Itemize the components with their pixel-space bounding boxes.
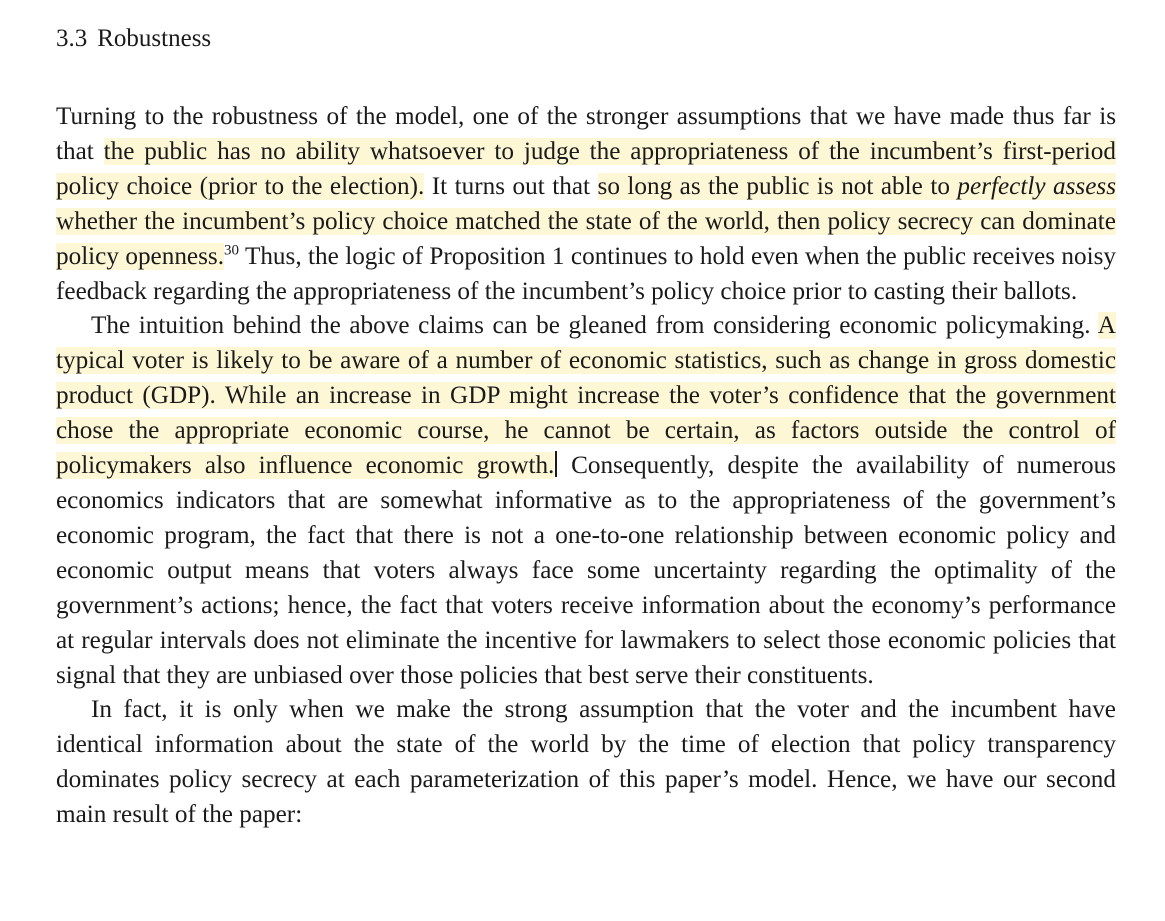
- highlight-2-part-c: whether the incumbent’s policy choice matched the state of the world, then policy secrecy can dominate policy openness.: [56, 207, 1116, 270]
- p2-text-2: Consequently, despite the availability of numerous economics indicators that are somewhat informative as to the appropriateness of the government’s economic program, the fact that there is not a one-to-one relationship between economic policy and economic output means that voters always face some uncertainty regarding the optimality of the government’s actions; hence, the fact that voters receive information about the economy’s performance at regular intervals does not eliminate the incentive for lawmakers to select those economic policies that signal that they are unbiased over those policies that best serve their constituents.: [56, 452, 1117, 689]
- paragraph-1: [56, 100, 1116, 309]
- footnote-marker[interactable]: 30: [224, 242, 239, 259]
- paragraph-3: [56, 693, 1116, 833]
- p2-text-1: The intuition behind the above claims can be gleaned from considering economic policymaking.: [91, 312, 1098, 340]
- highlight-1[interactable]: the public has no ability whatsoever to judge the appropriateness of the incumbent’s first-period policy choice (prior to the election).: [56, 137, 1116, 200]
- emphasis-perfectly-assess: perfectly assess: [957, 172, 1117, 200]
- p1-text-3: Thus, the logic of Proposition 1 continues to hold even when the public receives noisy feedback regarding the appropriateness of the incumbent’s policy choice prior to casting their ballots.: [56, 242, 1116, 305]
- text-cursor: [555, 451, 557, 477]
- paragraph-2: [56, 309, 1116, 693]
- p1-text-2: It turns out that: [424, 172, 598, 200]
- p1-text-1: Turning to the robustness of the model, one of the stronger assumptions that we have made thus far is that: [56, 103, 1116, 165]
- p3-text: In fact, it is only when we make the strong assumption that the voter and the incumbent have identical information about the state of the world by the time of election that policy transparency dominates policy secrecy at each parameterization of this paper’s model. Hence, we have our second main result of the paper:: [56, 696, 1116, 829]
- highlight-2-part-a: so long as the public is not able to: [597, 172, 958, 200]
- section-heading: [56, 22, 1116, 56]
- document-page: [56, 22, 1116, 833]
- section-number: 3.3: [56, 25, 88, 52]
- highlight-3[interactable]: A typical voter is likely to be aware of a number of economic statistics, such as change in gross domestic product (GDP). While an increase in GDP might increase the voter’s confidence that the government chose the appropriate economic course, he cannot be certain, as factors outside the control of policymakers also influence economic growth.: [56, 312, 1116, 480]
- section-title: Robustness: [97, 25, 212, 52]
